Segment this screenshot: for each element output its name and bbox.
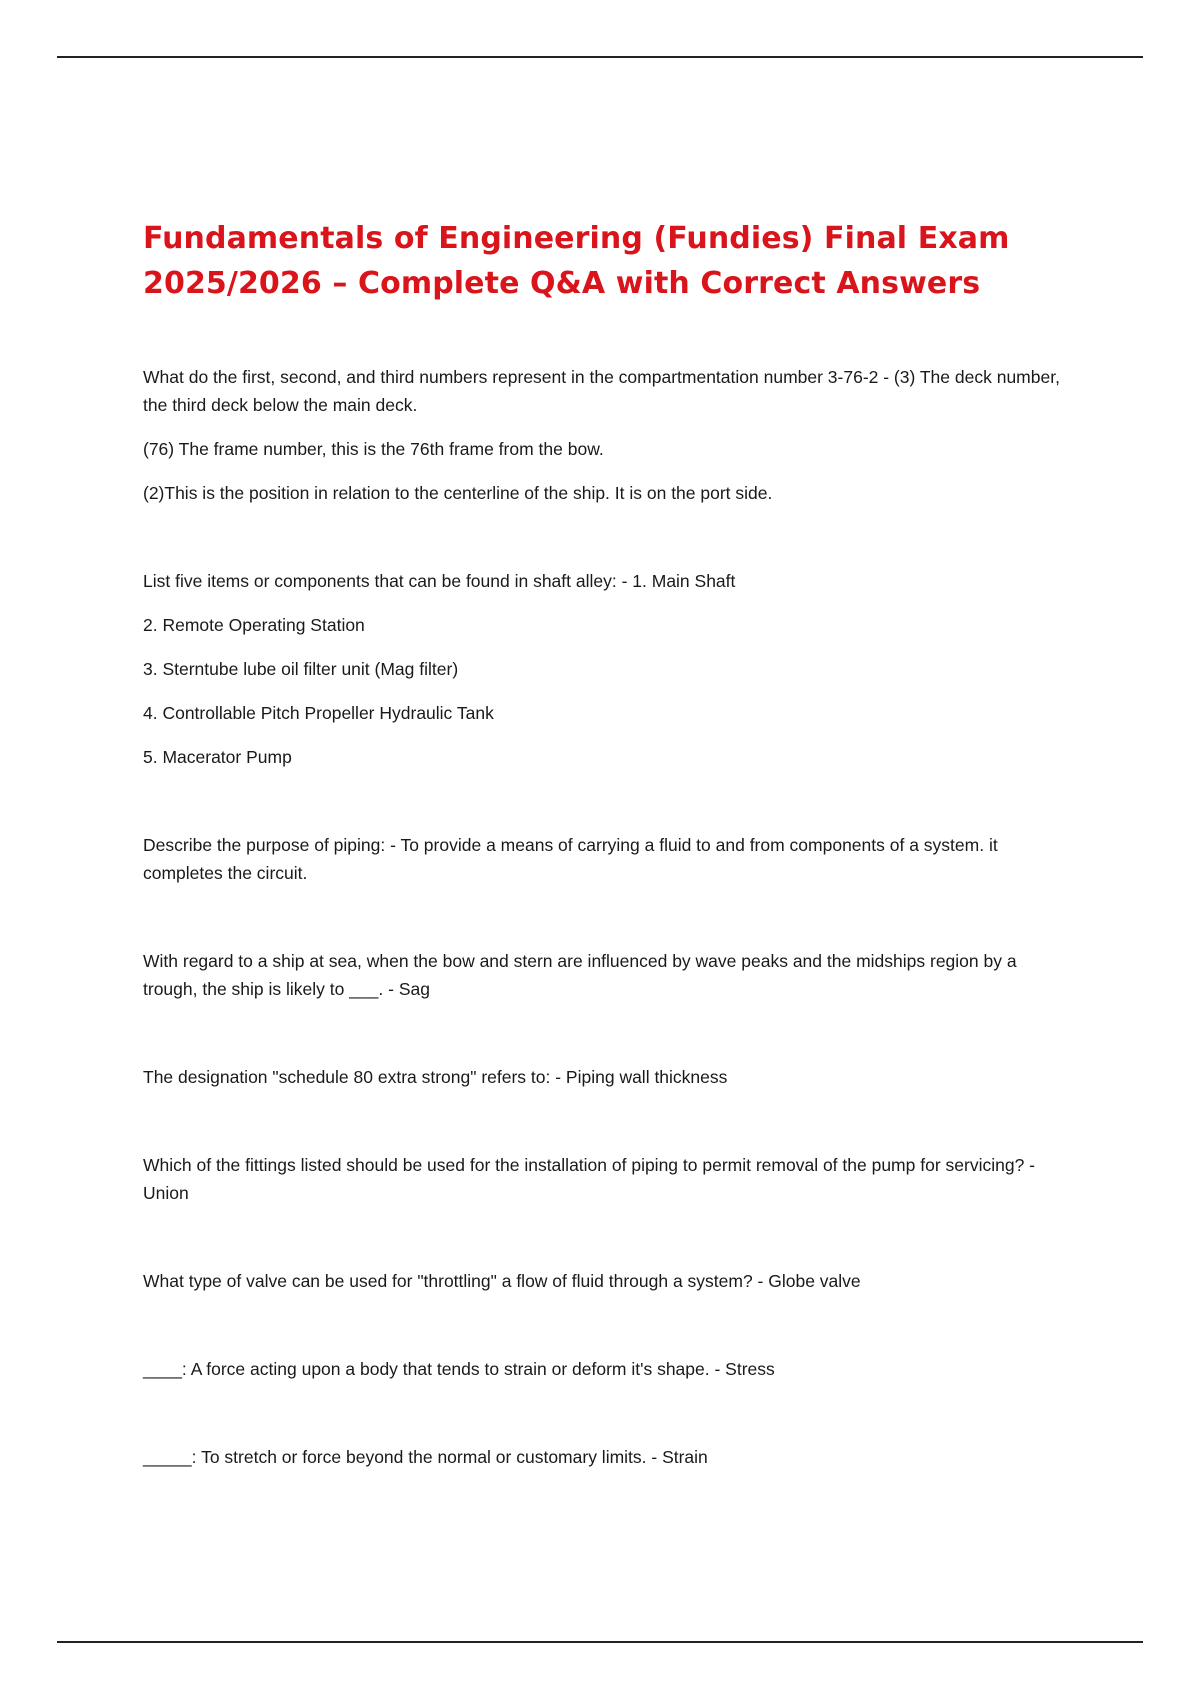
qa-line: With regard to a ship at sea, when the bow and stern are influenced by wave peaks and the midships region by a trough, the ship is likely to ___. - Sag xyxy=(143,951,1017,999)
qa-item-union-fitting xyxy=(143,1151,1063,1207)
qa-line: (2)This is the position in relation to the centerline of the ship. It is on the port side. xyxy=(143,483,773,503)
qa-item-globe-valve xyxy=(143,1267,1063,1295)
qa-item-sag xyxy=(143,947,1063,1003)
qa-item-shaft-alley xyxy=(143,567,1063,771)
qa-item-schedule-80 xyxy=(143,1063,1063,1091)
qa-line: 5. Macerator Pump xyxy=(143,747,292,767)
qa-item-stress xyxy=(143,1355,1063,1383)
qa-line: 3. Sterntube lube oil filter unit (Mag filter) xyxy=(143,659,459,679)
qa-line: What do the first, second, and third numbers represent in the compartmentation number 3-76-2 - (3) The deck number, the third deck below the main deck. xyxy=(143,367,1060,415)
qa-line: Which of the fittings listed should be used for the installation of piping to permit removal of the pump for servicing? - Union xyxy=(143,1155,1035,1203)
qa-line: The designation "schedule 80 extra strong" refers to: - Piping wall thickness xyxy=(143,1067,728,1087)
qa-item-strain xyxy=(143,1443,1063,1471)
qa-line: (76) The frame number, this is the 76th frame from the bow. xyxy=(143,439,604,459)
qa-item-compartmentation xyxy=(143,363,1063,507)
qa-line: What type of valve can be used for "throttling" a flow of fluid through a system? - Globe valve xyxy=(143,1271,861,1291)
qa-list xyxy=(143,363,1063,1471)
page-title: Fundamentals of Engineering (Fundies) Final Exam 2025/2026 – Complete Q&A with Correct Answers xyxy=(143,221,1010,301)
qa-line: 4. Controllable Pitch Propeller Hydraulic Tank xyxy=(143,703,494,723)
qa-line: _____: To stretch or force beyond the normal or customary limits. - Strain xyxy=(143,1447,708,1467)
qa-line: Describe the purpose of piping: - To provide a means of carrying a fluid to and from components of a system. it completes the circuit. xyxy=(143,835,998,883)
header-rule xyxy=(57,56,1143,58)
qa-item-piping-purpose xyxy=(143,831,1063,887)
qa-line: 2. Remote Operating Station xyxy=(143,615,365,635)
footer-rule xyxy=(57,1641,1143,1643)
qa-line: ____: A force acting upon a body that tends to strain or deform it's shape. - Stress xyxy=(143,1359,775,1379)
qa-line: List five items or components that can be found in shaft alley: - 1. Main Shaft xyxy=(143,571,736,591)
